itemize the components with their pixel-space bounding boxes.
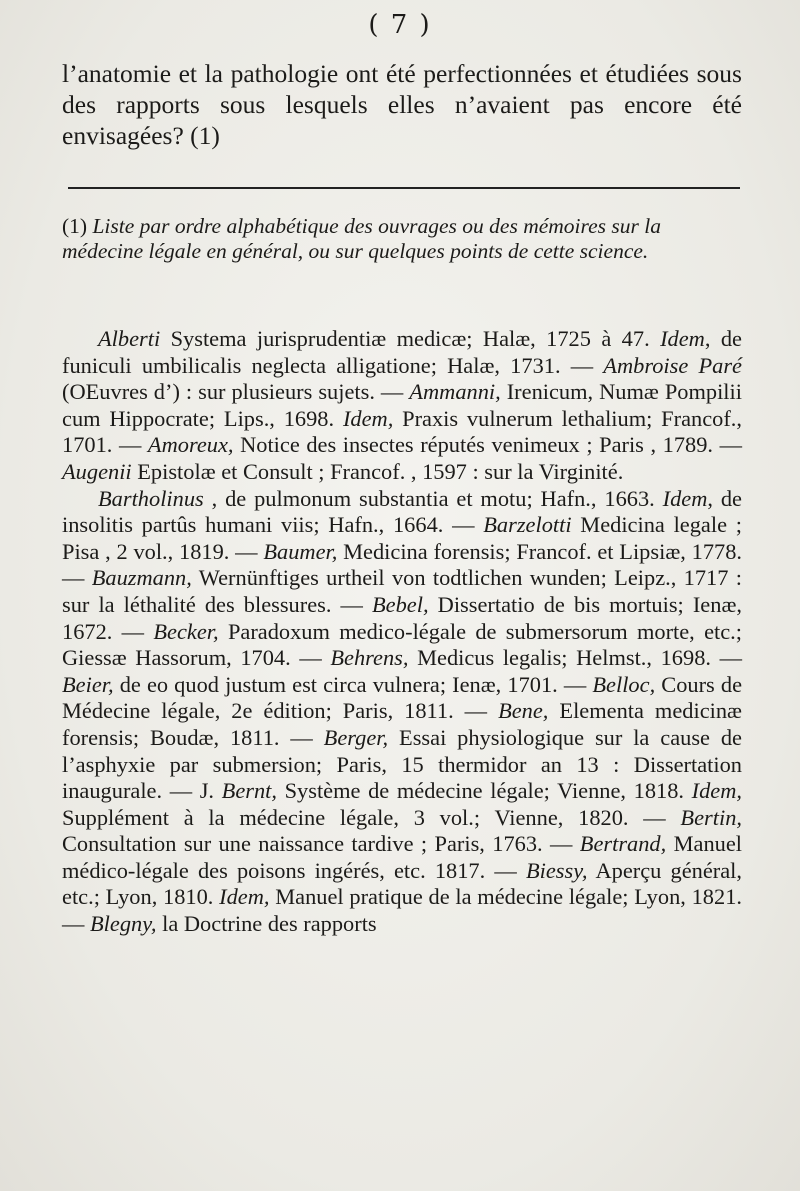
entry-text: Manuel pratique de la médecine légale; Lyon, 1821. — xyxy=(62,884,742,937)
entry-text: Cours de Médecine légale, 2e édition; Paris, 1811. — xyxy=(62,671,743,724)
entry-text: Medicina forensis; Francof. et Lipsiæ, 1778. — xyxy=(62,538,742,591)
bibliography-paragraph-2 xyxy=(62,486,742,938)
footnote-divider xyxy=(68,187,740,189)
author-name: Bene, xyxy=(498,698,549,724)
author-name: Ammanni, xyxy=(409,379,501,405)
main-text-block xyxy=(62,58,742,151)
author-name: Idem, xyxy=(342,405,394,431)
entry-text: Elementa medicinæ forensis; Boudæ, 1811. — xyxy=(62,698,742,750)
author-name: Berger, xyxy=(323,724,389,750)
entry-text: Aperçu général, etc.; Lyon, 1810. xyxy=(62,857,742,910)
entry-text: Dissertatio de bis mortuis; Ienæ, 1672. — xyxy=(62,591,742,644)
entry-text: Paradoxum medico-légale de submersorum morte, etc.; Giessæ Hassorum, 1704. — xyxy=(62,618,742,671)
entry-text: la Doctrine des rapports xyxy=(156,911,377,937)
author-name: Bauzmann, xyxy=(91,565,192,591)
author-name: Idem, xyxy=(219,884,270,910)
entry-text: Medicus legalis; Helmst., 1698. — xyxy=(408,645,742,671)
author-name: Alberti xyxy=(98,326,161,351)
entry-text: Essai physiologique sur la cause de l’asphyxie par submersion; Paris, 15 thermidor an 13 : Dissertation inaugurale. — J. xyxy=(62,724,742,804)
entry-text: Praxis vulnerum lethalium; Francof., 1701. — xyxy=(62,405,743,458)
entry-text: Systema jurisprudentiæ medicæ; Halæ, 1725 à 47. xyxy=(160,326,661,351)
entry-text: Manuel médico-légale des poisons ingérés, etc. 1817. — xyxy=(62,831,742,883)
author-name: Bertin, xyxy=(680,804,742,830)
entry-text: Medicina legale ; Pisa , 2 vol., 1819. — xyxy=(62,512,742,564)
author-name: Baumer, xyxy=(263,538,338,564)
entry-text: Consultation sur une naissance tardive ; Paris, 1763. — xyxy=(62,831,580,857)
bibliography-list xyxy=(62,326,742,938)
author-name: Belloc, xyxy=(592,671,656,697)
footnote xyxy=(62,214,742,264)
bibliography-paragraph-1 xyxy=(62,326,742,486)
entry-text: de eo quod justum est circa vulnera; Ienæ, 1701. — xyxy=(113,671,593,697)
entry-text: Supplément à la médecine légale, 3 vol.; Vienne, 1820. — xyxy=(62,804,681,830)
entry-text: , de pulmonum substantia et motu; Hafn., 1663. xyxy=(203,485,663,511)
entry-text: , de funiculi umbilicalis neglecta alligatione; Halæ, 1731. — xyxy=(62,326,742,378)
entry-text: Wernünftiges urtheil von todtlichen wunden; Leipz., 1717 : sur la léthalité des blessures. — xyxy=(62,565,742,617)
entry-text: Irenicum, Numæ Pompilii cum Hippocrate; Lips., 1698. xyxy=(62,379,742,431)
author-name: Bebel, xyxy=(372,591,429,617)
page-number: ( 7 ) xyxy=(368,10,432,40)
author-name: Bartholinus xyxy=(98,485,204,511)
author-name: Becker, xyxy=(153,618,219,644)
author-name: Bernt, xyxy=(221,778,277,804)
footnote-text: Liste par ordre alphabétique des ouvrages ou des mémoires sur la médecine légale en général, ou sur quelques points de cette science. xyxy=(62,214,661,263)
main-paragraph: l’anatomie et la pathologie ont été perfectionnées et étudiées sous des rapports sous lesquels elles n’avaient pas encore été envisagées? (1) xyxy=(62,59,742,150)
author-name: Idem, xyxy=(691,778,742,804)
author-name: Biessy, xyxy=(525,857,588,883)
author-name: Behrens, xyxy=(330,645,409,671)
author-name: Beier, xyxy=(62,671,114,697)
entry-text: Epistolæ et Consult ; Francof. , 1597 : sur la Virginité. xyxy=(131,458,624,484)
entry-text: Notice des insectes réputés venimeux ; Paris , 1789. — xyxy=(233,432,742,458)
author-name: Bertrand, xyxy=(579,831,667,857)
author-name: Augenii xyxy=(62,458,132,484)
footnote-marker: (1) xyxy=(62,214,88,238)
author-name: Idem xyxy=(662,485,708,511)
author-name: Ambroise Paré xyxy=(603,352,742,378)
author-name: Idem xyxy=(660,326,705,351)
entry-text: Système de médecine légale; Vienne, 1818. xyxy=(276,778,692,804)
author-name: Barzelotti xyxy=(483,512,572,538)
author-name: Blegny, xyxy=(90,911,157,937)
entry-text: (OEuvres d’) : sur plusieurs sujets. — xyxy=(62,379,410,405)
author-name: Amoreux, xyxy=(147,432,234,458)
entry-text: , de insolitis partûs humani viis; Hafn., 1664. — xyxy=(62,485,742,538)
